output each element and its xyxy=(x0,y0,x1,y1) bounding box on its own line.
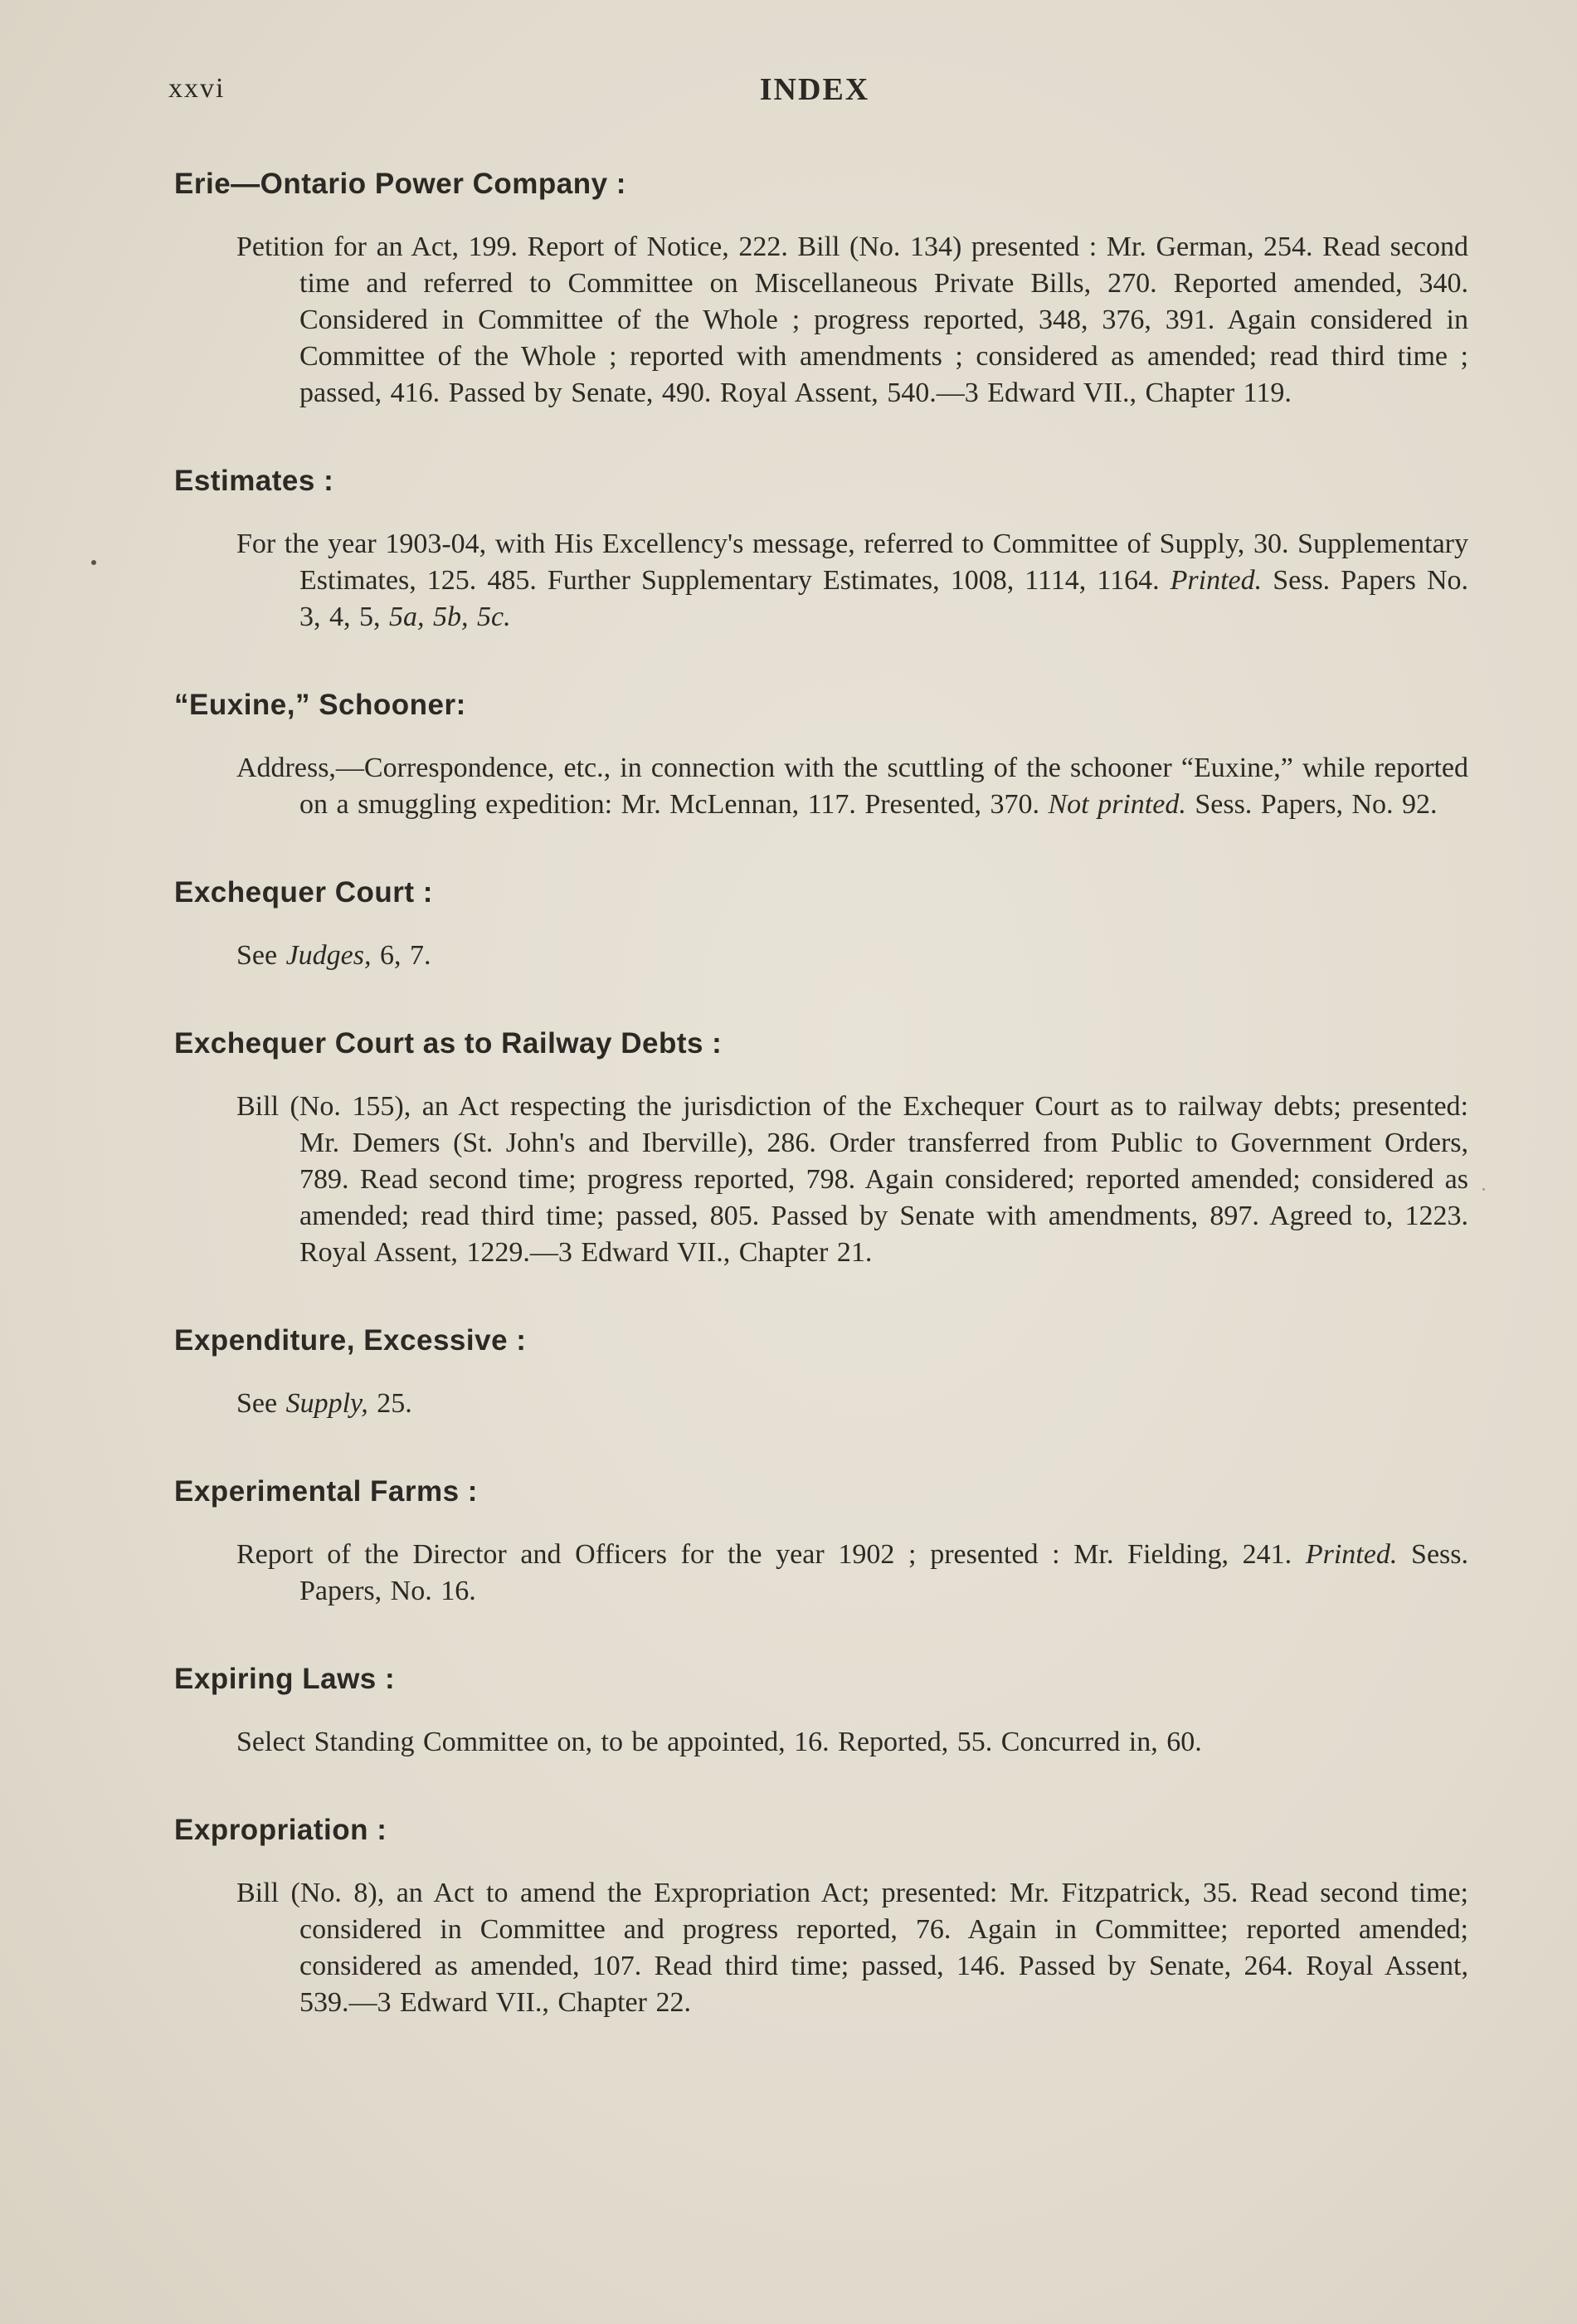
entry-text-part: See xyxy=(236,1388,286,1419)
entry-text xyxy=(236,938,1468,974)
entry-text: Select Standing Committee on, to be appointed, 16. Reported, 55. Concurred in, 60. xyxy=(236,1727,1202,1757)
entry-italic: Not printed. xyxy=(1048,789,1186,820)
page-number: xxvi xyxy=(168,73,226,104)
entry-text-part: Sess. Papers, No. 92. xyxy=(1185,789,1438,820)
entry-heading: Experimental Farms : xyxy=(174,1475,478,1508)
index-entry-euxine-schooner xyxy=(174,687,1468,823)
entry-text-part: Sess. Papers No. 3, 4, 5, xyxy=(299,565,1469,632)
entry-italic: Printed. xyxy=(1305,1539,1398,1570)
index-entry-estimates xyxy=(174,463,1468,636)
entry-italic: Printed. xyxy=(1170,565,1263,596)
index-entry-expropriation xyxy=(174,1812,1468,2021)
entry-heading: Erie—Ontario Power Company : xyxy=(174,168,626,200)
entry-heading: Expropriation : xyxy=(174,1814,387,1846)
index-entry-erie-ontario-power xyxy=(174,166,1468,412)
entry-text: Petition for an Act, 199. Report of Notice, 222. Bill (No. 134) presented : Mr. German, 254. Read second time and referred to Committee on Miscellaneous Private Bills, 270. Reported amended, 340. Considered in Committee of the Whole ; progress reported, 348, 376, 391. Again considered in Committee of the Whole ; reported with amendments ; considered as amended; read third time ; passed, 416. Passed by Senate, 490. Royal Assent, 540.—3 Edward VII., Chapter 119. xyxy=(236,231,1468,408)
entry-text xyxy=(236,1537,1468,1610)
entry-text-part: 6, 7. xyxy=(371,940,431,971)
entry-italic: Supply, xyxy=(285,1388,368,1419)
entry-text-part: Sess. Papers, No. 16. xyxy=(299,1539,1468,1606)
entry-italic: Judges, xyxy=(285,940,372,971)
entry-text-part: 25. xyxy=(367,1388,412,1419)
entry-text: Bill (No. 8), an Act to amend the Expropriation Act; presented: Mr. Fitzpatrick, 35. Read second time; considered in Committee and progress reported, 76. Again in Committee; reported amended; considered as amended, 107. Read third time; passed, 146. Passed by Senate, 264. Royal Assent, 539.—3 Edward VII., Chapter 22. xyxy=(236,1878,1468,2018)
entry-text xyxy=(236,750,1468,823)
index-entry-expenditure-excessive xyxy=(174,1323,1468,1422)
entry-text-part: For the year 1903-04, with His Excellency's message, referred to Committee of Supply, 30. Supplementary Estimates, 125. 485. Further Supplementary Estimates, 1008, 1114, 1164. xyxy=(236,529,1468,596)
entry-text xyxy=(236,1386,1468,1422)
index-entry-exchequer-court xyxy=(174,875,1468,974)
entry-heading: Expiring Laws : xyxy=(174,1663,396,1695)
entry-text-part: See xyxy=(236,940,286,971)
index-entry-expiring-laws xyxy=(174,1661,1468,1761)
entry-heading: Estimates : xyxy=(174,465,334,497)
entry-italic: 5a, 5b, 5c. xyxy=(389,602,511,632)
index-entry-exchequer-court-railway-debts xyxy=(174,1026,1468,1271)
entry-heading: “Euxine,” Schooner: xyxy=(174,689,466,721)
paper-speck xyxy=(1482,1188,1485,1191)
entry-heading: Exchequer Court : xyxy=(174,876,433,909)
entry-text: Bill (No. 155), an Act respecting the jurisdiction of the Exchequer Court as to railway debts; presented: Mr. Demers (St. John's and Iberville), 286. Order transferred from Public to Government Orders, 789. Read second time; progress reported, 798. Again considered; reported amended; considered as amended; read third time; passed, 805. Passed by Senate with amendments, 897. Agreed to, 1223. Royal Assent, 1229.—3 Edward VII., Chapter 21. xyxy=(236,1091,1468,1268)
entry-text-part: Report of the Director and Officers for the year 1902 ; presented : Mr. Fielding, 241. xyxy=(236,1539,1306,1570)
entry-heading: Expenditure, Excessive : xyxy=(174,1324,527,1357)
entry-heading: Exchequer Court as to Railway Debts : xyxy=(174,1027,723,1060)
entry-text-part: Address,—Correspondence, etc., in connection with the scuttling of the schooner “Euxine,” while reported on a smuggling expedition: Mr. McLennan, 117. Presented, 370. xyxy=(236,753,1468,820)
index-entries xyxy=(174,166,1468,2073)
paper-speck xyxy=(91,560,96,565)
running-title: INDEX xyxy=(759,72,870,107)
page-header xyxy=(168,73,1461,114)
entry-text xyxy=(236,526,1468,636)
index-entry-experimental-farms xyxy=(174,1474,1468,1610)
